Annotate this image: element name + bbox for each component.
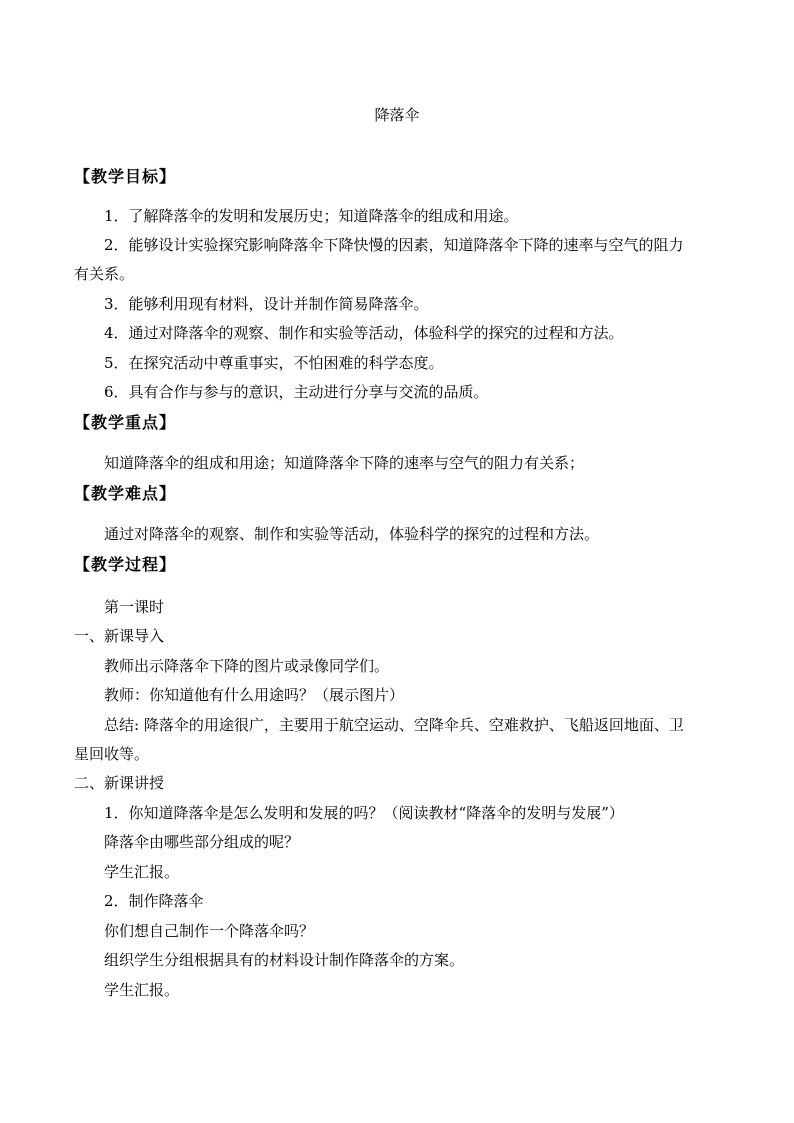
goal-item-1: 1．了解降落伞的发明和发展历史；知道降落伞的组成和用途。 bbox=[104, 207, 519, 225]
intro-para-3-continued: 星回收等。 bbox=[74, 745, 150, 763]
key-point-text: 知道降落伞的组成和用途；知道降落伞下降的速率与空气的阻力有关系； bbox=[104, 454, 585, 472]
section-intro-title: 一、新课导入 bbox=[74, 627, 165, 645]
intro-para-1: 教师出示降落伞下降的图片或录像同学们。 bbox=[104, 657, 390, 675]
difficulty-text: 通过对降落伞的观察、制作和实验等活动，体验科学的探究的过程和方法。 bbox=[104, 525, 600, 543]
goal-item-6: 6．具有合作与参与的意识，主动进行分享与交流的品质。 bbox=[104, 383, 489, 401]
heading-difficulties: 【教学难点】 bbox=[74, 484, 177, 503]
goal-item-5: 5．在探究活动中尊重事实，不怕困难的科学态度。 bbox=[104, 354, 444, 372]
goal-item-4: 4．通过对降落伞的观察、制作和实验等活动，体验科学的探究的过程和方法。 bbox=[104, 324, 624, 342]
goal-item-2-continued: 有关系。 bbox=[74, 265, 135, 283]
heading-teaching-goals: 【教学目标】 bbox=[74, 167, 177, 186]
lecture-student-report-1: 学生汇报。 bbox=[104, 863, 180, 881]
lecture-question: 降落伞由哪些部分组成的呢？ bbox=[104, 833, 300, 851]
lecture-student-report-2: 学生汇报。 bbox=[104, 981, 180, 999]
goal-item-3: 3．能够利用现有材料，设计并制作简易降落伞。 bbox=[104, 295, 429, 313]
heading-teaching-process: 【教学过程】 bbox=[74, 555, 177, 574]
intro-para-3: 总结: 降落伞的用途很广，主要用于航空运动、空降伞兵、空难救护、飞船返回地面、卫 bbox=[104, 716, 684, 734]
heading-key-points: 【教学重点】 bbox=[74, 413, 177, 432]
lecture-item-1: 1．你知道降落伞是怎么发明和发展的吗？（阅读教材“降落伞的发明与发展”） bbox=[104, 804, 624, 822]
lesson-label: 第一课时 bbox=[104, 598, 165, 616]
section-lecture-title: 二、新课讲授 bbox=[74, 774, 165, 792]
lecture-item-2: 2．制作降落伞 bbox=[104, 892, 204, 910]
goal-item-2: 2．能够设计实验探究影响降落伞下降快慢的因素，知道降落伞下降的速率与空气的阻力 bbox=[104, 236, 684, 254]
lecture-group-design: 组织学生分组根据具有的材料设计制作降落伞的方案。 bbox=[104, 951, 465, 969]
intro-para-2: 教师：你知道他有什么用途吗？（展示图片） bbox=[104, 686, 405, 704]
document-title: 降落伞 bbox=[374, 106, 420, 124]
lecture-prompt: 你们想自己制作一个降落伞吗？ bbox=[104, 922, 315, 940]
